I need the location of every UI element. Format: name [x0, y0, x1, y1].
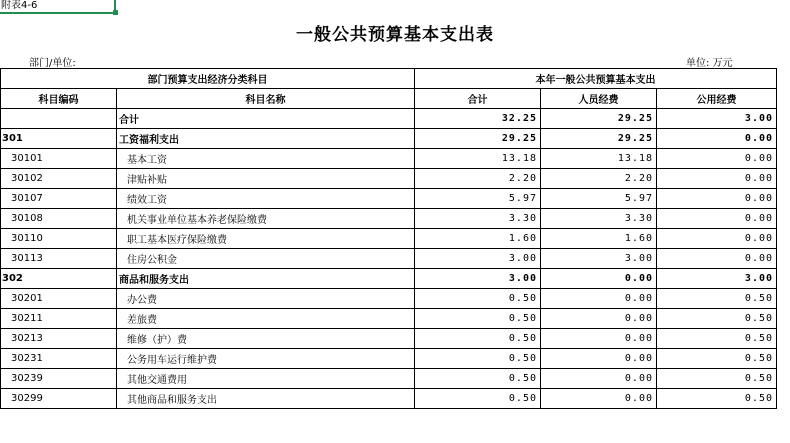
cell-total[interactable]: 5.97 — [415, 189, 541, 209]
cell-name[interactable]: 维修（护）费 — [117, 329, 415, 349]
cell-name[interactable]: 其他交通费用 — [117, 369, 415, 389]
dept-label: 部门/单位: — [29, 58, 76, 69]
selection-fill-handle[interactable] — [113, 10, 118, 15]
cell-code[interactable]: 30211 — [1, 309, 117, 329]
cell-code[interactable]: 30110 — [1, 229, 117, 249]
cell-total[interactable]: 29.25 — [415, 129, 541, 149]
cell-public[interactable]: 0.00 — [657, 229, 777, 249]
cell-code[interactable]: 30201 — [1, 289, 117, 309]
cell-total[interactable]: 0.50 — [415, 389, 541, 409]
header-col-public[interactable]: 公用经费 — [657, 89, 777, 109]
table-row — [1, 109, 777, 129]
table-row — [1, 349, 777, 369]
cell-total[interactable]: 0.50 — [415, 309, 541, 329]
cell-personnel[interactable]: 0.00 — [541, 329, 657, 349]
cell-name[interactable]: 合计 — [117, 109, 415, 129]
cell-personnel[interactable]: 0.00 — [541, 369, 657, 389]
cell-personnel[interactable]: 13.18 — [541, 149, 657, 169]
header-column-row — [1, 89, 777, 109]
table-row — [1, 389, 777, 409]
cell-personnel[interactable]: 0.00 — [541, 309, 657, 329]
table-row — [1, 149, 777, 169]
cell-total[interactable]: 3.30 — [415, 209, 541, 229]
cell-total[interactable]: 0.50 — [415, 349, 541, 369]
cell-personnel[interactable]: 5.97 — [541, 189, 657, 209]
cell-name[interactable]: 差旅费 — [117, 309, 415, 329]
cell-name[interactable]: 基本工资 — [117, 149, 415, 169]
cell-total[interactable]: 13.18 — [415, 149, 541, 169]
header-group-row — [1, 69, 777, 89]
cell-name[interactable]: 职工基本医疗保险缴费 — [117, 229, 415, 249]
cell-total[interactable]: 1.60 — [415, 229, 541, 249]
cell-personnel[interactable]: 0.00 — [541, 349, 657, 369]
cell-code[interactable]: 30239 — [1, 369, 117, 389]
cell-public[interactable]: 0.00 — [657, 249, 777, 269]
table-row — [1, 209, 777, 229]
table-row — [1, 249, 777, 269]
header-col-total[interactable]: 合计 — [415, 89, 541, 109]
table-row — [1, 269, 777, 289]
cell-personnel[interactable]: 0.00 — [541, 269, 657, 289]
table-row — [1, 229, 777, 249]
header-col-personnel[interactable]: 人员经费 — [541, 89, 657, 109]
cell-public[interactable]: 0.50 — [657, 369, 777, 389]
cell-public[interactable]: 0.00 — [657, 209, 777, 229]
cell-name[interactable]: 办公费 — [117, 289, 415, 309]
budget-table — [0, 68, 777, 409]
cell-total[interactable]: 3.00 — [415, 249, 541, 269]
cell-total[interactable]: 0.50 — [415, 289, 541, 309]
cell-total[interactable]: 0.50 — [415, 369, 541, 389]
header-col-code[interactable]: 科目编码 — [1, 89, 117, 109]
cell-public[interactable]: 0.00 — [657, 129, 777, 149]
cell-code[interactable]: 30107 — [1, 189, 117, 209]
cell-personnel[interactable]: 29.25 — [541, 129, 657, 149]
cell-name[interactable]: 商品和服务支出 — [117, 269, 415, 289]
table-row — [1, 129, 777, 149]
cell-personnel[interactable]: 29.25 — [541, 109, 657, 129]
cell-code[interactable]: 30231 — [1, 349, 117, 369]
cell-public[interactable]: 0.50 — [657, 289, 777, 309]
cell-public[interactable]: 0.00 — [657, 169, 777, 189]
table-row — [1, 369, 777, 389]
cell-personnel[interactable]: 0.00 — [541, 389, 657, 409]
cell-code[interactable]: 30108 — [1, 209, 117, 229]
cell-name[interactable]: 住房公积金 — [117, 249, 415, 269]
table-row — [1, 169, 777, 189]
cell-personnel[interactable]: 3.30 — [541, 209, 657, 229]
header-group-right[interactable]: 本年一般公共预算基本支出 — [415, 69, 777, 89]
cell-personnel[interactable]: 1.60 — [541, 229, 657, 249]
table-row — [1, 189, 777, 209]
cell-personnel[interactable]: 3.00 — [541, 249, 657, 269]
cell-public[interactable]: 0.50 — [657, 349, 777, 369]
table-row — [1, 289, 777, 309]
table-row — [1, 309, 777, 329]
cell-code[interactable]: 301 — [1, 129, 117, 149]
table-title: 一般公共预算基本支出表 — [296, 25, 494, 45]
cell-public[interactable]: 3.00 — [657, 269, 777, 289]
cell-code[interactable]: 30102 — [1, 169, 117, 189]
table-row — [1, 329, 777, 349]
cell-name[interactable]: 其他商品和服务支出 — [117, 389, 415, 409]
cell-name[interactable]: 公务用车运行维护费 — [117, 349, 415, 369]
cell-total[interactable]: 32.25 — [415, 109, 541, 129]
cell-name[interactable]: 工资福利支出 — [117, 129, 415, 149]
cell-code[interactable]: 30299 — [1, 389, 117, 409]
cell-personnel[interactable]: 0.00 — [541, 289, 657, 309]
cell-public[interactable]: 0.50 — [657, 389, 777, 409]
unit-label: 单位: 万元 — [686, 58, 733, 69]
cell-code[interactable]: 30113 — [1, 249, 117, 269]
cell-code[interactable]: 302 — [1, 269, 117, 289]
cell-name[interactable]: 津贴补贴 — [117, 169, 415, 189]
cell-code[interactable]: 30213 — [1, 329, 117, 349]
header-col-name[interactable]: 科目名称 — [117, 89, 415, 109]
cell-public[interactable]: 3.00 — [657, 109, 777, 129]
cell-total[interactable]: 0.50 — [415, 329, 541, 349]
cell-total[interactable]: 2.20 — [415, 169, 541, 189]
cell-name[interactable]: 绩效工资 — [117, 189, 415, 209]
cell-name[interactable]: 机关事业单位基本养老保险缴费 — [117, 209, 415, 229]
header-group-left[interactable]: 部门预算支出经济分类科目 — [1, 69, 415, 89]
cell-personnel[interactable]: 2.20 — [541, 169, 657, 189]
cell-code[interactable] — [1, 109, 117, 129]
cell-public[interactable]: 0.00 — [657, 189, 777, 209]
cell-code[interactable]: 30101 — [1, 149, 117, 169]
cell-public[interactable]: 0.00 — [657, 149, 777, 169]
cell-public[interactable]: 0.50 — [657, 329, 777, 349]
cell-total[interactable]: 3.00 — [415, 269, 541, 289]
selected-cell-sheet-tag[interactable]: 附表4-6 — [0, 0, 116, 14]
cell-public[interactable]: 0.50 — [657, 309, 777, 329]
